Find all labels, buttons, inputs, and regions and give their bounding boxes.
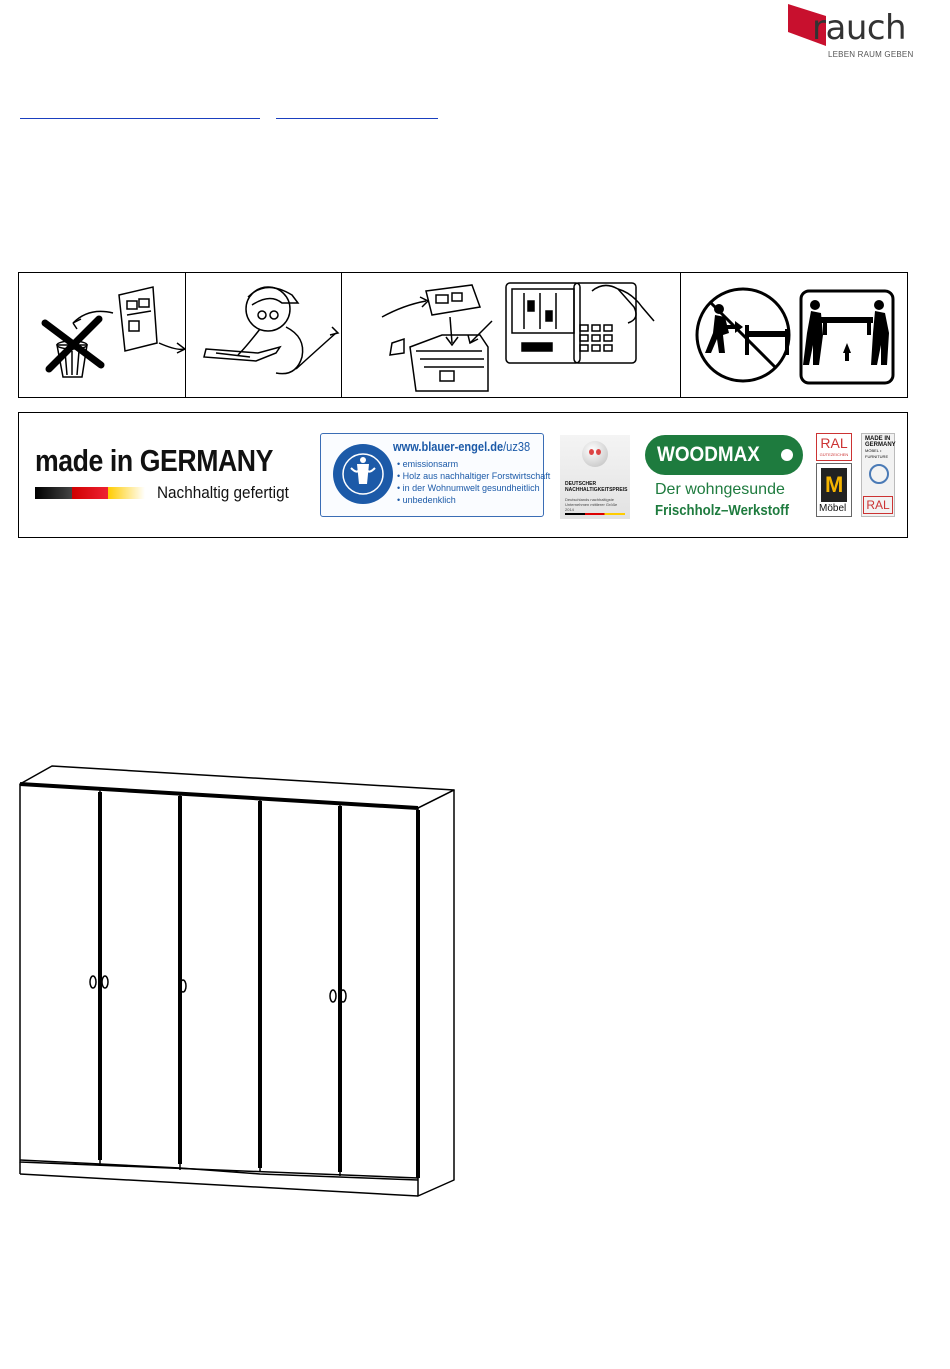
document-link-2[interactable] bbox=[276, 100, 438, 119]
goldenes-m-moebel: M Möbel bbox=[816, 463, 852, 517]
made-in-germany-title: made in GERMANY bbox=[35, 443, 273, 478]
read-manual-icon bbox=[186, 273, 342, 397]
made-in-germany-subtitle: Nachhaltig gefertigt bbox=[157, 483, 289, 502]
woodmax-logo bbox=[645, 435, 803, 475]
blauer-engel-bullet: • emissionsarm bbox=[397, 458, 550, 470]
blauer-engel-bullet: • Holz aus nachhaltiger Forstwirtschaft bbox=[397, 470, 550, 482]
blauer-engel-bullets bbox=[397, 458, 550, 506]
made-in-germany-ral-badge: MADE IN GERMANY MÖBEL • FURNITURE RAL bbox=[861, 433, 895, 517]
blauer-engel-seal-icon bbox=[331, 442, 395, 506]
ral-guetezeichen: RAL GÜTEZEICHEN bbox=[816, 433, 852, 461]
award-subtitle: Deutschlands nachhaltigste Unternehmen mittlerer Größe 2014 bbox=[565, 497, 618, 512]
instruction-pictograms bbox=[18, 272, 908, 398]
blauer-engel-bullet: • unbedenklich bbox=[397, 494, 550, 506]
german-flag-bar bbox=[35, 487, 145, 499]
woodmax-name: WOODMAX bbox=[657, 443, 760, 466]
nachhaltigkeitspreis-badge bbox=[560, 435, 630, 519]
brand-tagline: LEBEN RAUM GEBEN bbox=[828, 50, 914, 59]
gm-seal-icon bbox=[869, 464, 889, 484]
rauch-logo bbox=[786, 2, 914, 62]
brand-name: rauch bbox=[812, 8, 907, 48]
award-flag-line bbox=[565, 513, 625, 515]
wardrobe-drawing bbox=[16, 760, 458, 1200]
goldenes-m-icon bbox=[821, 468, 847, 502]
document-link-1[interactable] bbox=[20, 100, 260, 119]
woodmax-line1: Der wohngesunde bbox=[655, 481, 785, 498]
award-ball-icon bbox=[582, 441, 608, 467]
ral-label: RAL bbox=[863, 496, 893, 514]
woodmax-dot-icon bbox=[781, 449, 793, 461]
keep-manual-file-icon bbox=[342, 273, 681, 397]
do-not-push-lift-furniture-icon bbox=[681, 273, 907, 397]
woodmax-line2: Frischholz–Werkstoff bbox=[655, 502, 789, 519]
do-not-discard-manual-icon bbox=[19, 273, 186, 397]
blauer-engel-bullet: • in der Wohnumwelt gesundheitlich bbox=[397, 482, 550, 494]
blauer-engel-url: www.blauer-engel.de/uz38 bbox=[393, 439, 531, 454]
certification-strip bbox=[18, 412, 908, 538]
blauer-engel-label bbox=[320, 433, 551, 517]
award-title: DEUTSCHER NACHHALTIGKEITSPREIS bbox=[565, 481, 628, 493]
